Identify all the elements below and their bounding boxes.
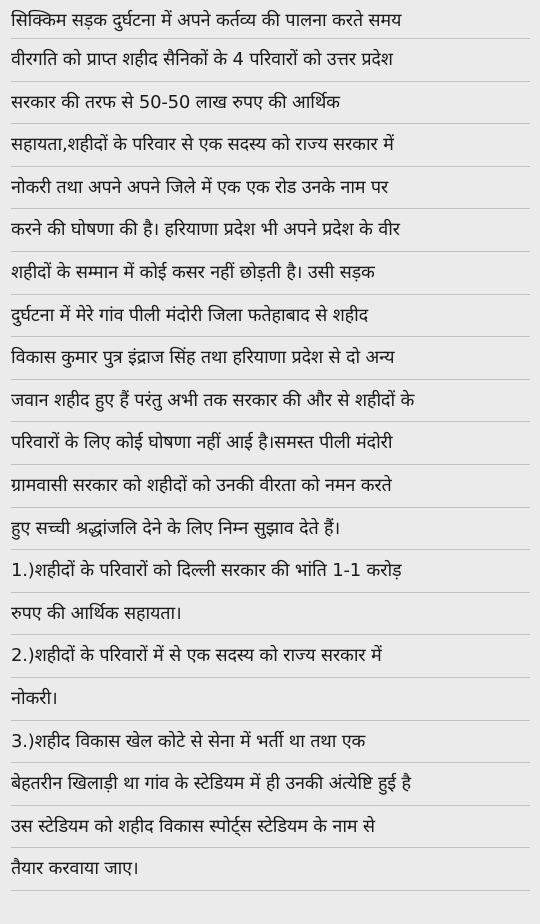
note-line: करने की घोषणा की है। हरियाणा प्रदेश भी अपने प्रदेश के वीर — [11, 209, 530, 252]
note-line: परिवारों के लिए कोई घोषणा नहीं आई है।समस्त पीली मंदोरी — [11, 422, 530, 465]
note-line: सरकार की तरफ से 50-50 लाख रुपए की आर्थिक — [11, 82, 530, 125]
note-line: हुए सच्ची श्रद्धांजलि देने के लिए निम्न सुझाव देते हैं। — [11, 508, 530, 551]
note-line: 1.)शहीदों के परिवारों को दिल्ली सरकार की भांति 1-1 करोड़ — [11, 550, 530, 593]
note-line: दुर्घटना में मेरे गांव पीली मंदोरी जिला फतेहाबाद से शहीद — [11, 295, 530, 338]
note-line: तैयार करवाया जाए। — [11, 848, 530, 891]
note-line: नोकरी। — [11, 678, 530, 721]
note-line: नोकरी तथा अपने अपने जिले में एक एक रोड उनके नाम पर — [11, 167, 530, 210]
note-line: विकास कुमार पुत्र इंद्राज सिंह तथा हरियाणा प्रदेश से दो अन्य — [11, 337, 530, 380]
note-line: बेहतरीन खिलाड़ी था गांव के स्टेडियम में ही उनकी अंत्येष्टि हुई है — [11, 763, 530, 806]
note-line: जवान शहीद हुए हैं परंतु अभी तक सरकार की और से शहीदों के — [11, 380, 530, 423]
note-line: 3.)शहीद विकास खेल कोटे से सेना में भर्ती था तथा एक — [11, 721, 530, 764]
note-line: वीरगति को प्राप्त शहीद सैनिकों के 4 परिवारों को उत्तर प्रदेश — [11, 39, 530, 82]
note-line: रुपए की आर्थिक सहायता। — [11, 593, 530, 636]
note-line: 2.)शहीदों के परिवारों में से एक सदस्य को राज्य सरकार में — [11, 635, 530, 678]
note-line: शहीदों के सम्मान में कोई कसर नहीं छोड़ती है। उसी सड़क — [11, 252, 530, 295]
note-lines — [11, 4, 530, 891]
note-line: सिक्किम सड़क दुर्घटना में अपने कर्तव्य की पालना करते समय — [11, 4, 530, 39]
note-line: ग्रामवासी सरकार को शहीदों को उनकी वीरता को नमन करते — [11, 465, 530, 508]
note-line: उस स्टेडियम को शहीद विकास स्पोर्ट्स स्टेडियम के नाम से — [11, 806, 530, 849]
note-line: सहायता,शहीदों के परिवार से एक सदस्य को राज्य सरकार में — [11, 124, 530, 167]
